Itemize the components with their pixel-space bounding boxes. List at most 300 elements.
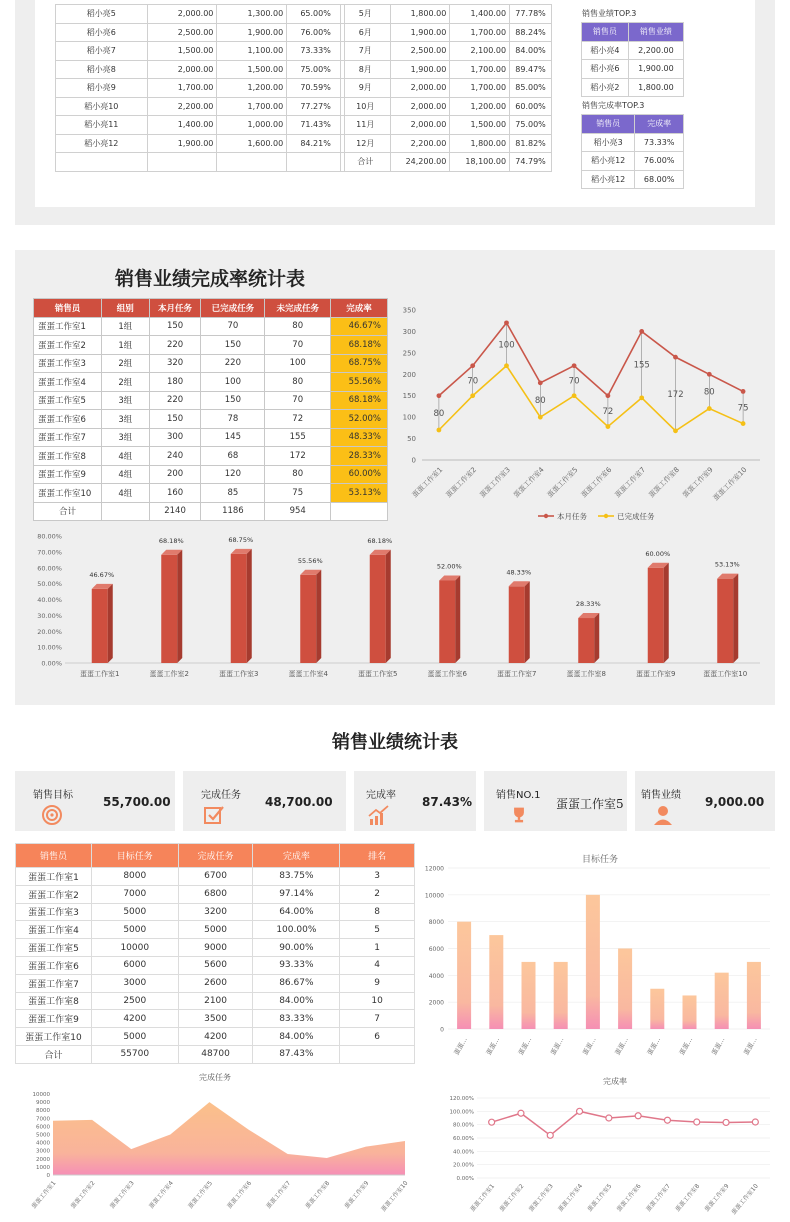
table-cell: 4200 [91,1010,178,1028]
tick-label: 蛋蛋工作室2 [69,1179,97,1211]
table-cell: 稻小亮12 [56,134,148,153]
table-row [582,78,684,97]
table-cell: 46.67% [331,317,388,336]
table-row [16,903,415,921]
table-cell: 4组 [101,465,149,484]
tick-label: 8000 [36,1108,50,1115]
table-cell: 2500 [91,992,178,1010]
header-row [16,844,415,868]
table-cell: 2100 [178,992,253,1010]
top-sales-table [581,22,684,97]
tick-label: 蛋蛋工作室10 [379,1179,410,1214]
table-cell: 84.21% [287,134,345,153]
tick-label: 50.00% [37,580,62,589]
table-cell: 2组 [101,354,149,373]
tick-label: 蛋蛋工作室3 [527,1182,555,1214]
table-cell: 24,200.00 [390,153,450,172]
data-point [707,372,712,377]
table-cell: 7 [340,1010,415,1028]
table-cell: 2,200.00 [147,97,217,116]
table-row [16,885,415,903]
table-cell: 12月 [341,134,391,153]
top-rate-table [581,114,684,189]
table-cell: 100.00% [253,921,340,939]
table-cell: 145 [201,428,265,447]
table-cell: 7000 [91,885,178,903]
data-point [741,389,746,394]
table-cell: 1组 [101,317,149,336]
table-cell: 68.75% [331,354,388,373]
bar [489,935,503,1029]
table-cell: 68.00% [635,170,684,189]
table-cell: 1,800.00 [628,78,683,97]
table-cell: 76.00% [635,152,684,171]
data-point [673,355,678,360]
table-cell: 88.24% [510,23,552,42]
table-cell: 1,800.00 [390,5,450,24]
table-cell: 75.00% [287,60,345,79]
table-cell: 4组 [101,484,149,503]
table-cell: 180 [149,373,201,392]
data-point [572,363,577,368]
checkbox-icon [203,804,225,826]
tick-label: 4000 [428,972,444,980]
table-cell: 1,700.00 [217,97,287,116]
table-cell: 3组 [101,391,149,410]
table-cell: 1,900.00 [628,60,683,79]
table-cell: 172 [265,447,331,466]
table-cell: 稻小亮7 [56,42,148,61]
table-cell: 蛋蛋工作室8 [34,447,102,466]
data-label: 68.18% [158,536,184,545]
data-label: 55.56% [297,556,323,565]
table-cell: 1 [340,939,415,957]
kpi-card-rate [354,771,480,831]
table-row [16,939,415,957]
bar [618,949,632,1030]
table-cell: 1,900.00 [217,23,287,42]
tick-label: 250 [402,349,416,358]
tick-label: 0 [46,1173,50,1179]
tick-label: 蛋蛋... [709,1036,727,1057]
table-cell: 销售员 [582,115,635,134]
table-cell: 稻小亮9 [56,79,148,98]
table-cell: 77.27% [287,97,345,116]
tick-label: 30.00% [37,611,62,620]
data-label: 80 [433,408,445,419]
table-cell: 1,400.00 [147,116,217,135]
completion-rate-chart [445,1072,775,1222]
table-cell: 3500 [178,1010,253,1028]
table-cell: 稻小亮3 [582,133,635,152]
table-cell: 完成率 [331,299,388,318]
table-cell: 蛋蛋工作室10 [16,1028,92,1046]
table-cell: 72 [265,410,331,429]
table-cell: 70 [201,317,265,336]
table-cell: 3 [340,868,415,886]
table-cell: 6000 [91,956,178,974]
tick-label: 蛋蛋工作室6 [579,465,614,500]
table-cell: 71.43% [287,116,345,135]
growth-chart-icon [368,804,390,826]
table-cell: 7月 [341,42,391,61]
table-cell: 1,500.00 [450,116,510,135]
table-cell: 55700 [91,1045,178,1063]
table-row [582,133,684,152]
table-cell: 稻小亮5 [56,5,148,24]
total-row [34,502,388,521]
kpi-value: 9,000.00 [705,795,765,809]
table-cell: 3000 [91,974,178,992]
bar [92,589,108,663]
table-row [56,97,345,116]
table-cell: 1186 [201,502,265,521]
table-cell: 84.00% [253,1028,340,1046]
tick-label: 20.00% [453,1162,474,1169]
table-cell: 稻小亮12 [582,170,635,189]
table-cell: 已完成任务 [201,299,265,318]
table-row [34,336,388,355]
tick-label: 7000 [36,1116,50,1123]
table-cell: 28.33% [331,447,388,466]
bar-side [108,584,113,663]
tick-label: 0 [440,1026,444,1034]
table-cell: 97.14% [253,885,340,903]
completion-bar-chart [15,528,775,688]
table-cell: 蛋蛋工作室2 [16,885,92,903]
tick-label: 蛋蛋工作室9 [343,1179,371,1211]
table-cell: 1,300.00 [217,5,287,24]
table-cell: 稻小亮6 [56,23,148,42]
table-cell: 150 [149,410,201,429]
table-cell: 合计 [341,153,391,172]
tick-label: 蛋蛋工作室1 [80,670,120,678]
tick-label: 150 [402,392,416,401]
data-point [577,1108,583,1114]
bar [161,555,177,663]
tick-label: 4000 [36,1140,50,1147]
table-cell: 3组 [101,410,149,429]
table-cell: 18,100.00 [450,153,510,172]
kpi-value: 48,700.00 [265,795,333,809]
tick-label: 12000 [424,865,444,873]
tick-label: 2000 [428,999,444,1007]
data-point [606,424,611,429]
table-cell: 240 [149,447,201,466]
bar [554,962,568,1029]
kpi-card-top-seller [484,771,631,831]
table-cell: 220 [201,354,265,373]
table-cell: 48700 [178,1045,253,1063]
table-row [341,60,552,79]
tick-label: 5000 [36,1132,50,1139]
tick-label: 蛋蛋工作室5 [545,465,580,500]
tick-label: 350 [402,306,416,315]
table-cell: 稻小亮8 [56,60,148,79]
table-cell: 6 [340,1028,415,1046]
kpi-card-completed [183,771,350,831]
tick-label: 蛋蛋... [452,1036,469,1057]
table-cell: 83.75% [253,868,340,886]
table-row [34,410,388,429]
bar-side [247,549,252,663]
series-line [439,366,743,431]
table-cell: 10000 [91,939,178,957]
data-point [639,395,644,400]
table-row [341,42,552,61]
table-cell: 稻小亮12 [582,152,635,171]
table-cell: 83.33% [253,1010,340,1028]
target-task-chart [420,848,775,1063]
header-row [582,115,684,134]
table-cell: 蛋蛋工作室6 [34,410,102,429]
table-cell: 93.33% [253,956,340,974]
summary-sheet [35,0,755,207]
data-point [538,380,543,385]
bar-side [594,613,599,663]
table-cell: 蛋蛋工作室9 [34,465,102,484]
table-cell: 蛋蛋工作室1 [34,317,102,336]
table-cell: 蛋蛋工作室5 [34,391,102,410]
kpi-card-performance [635,771,775,831]
table-cell: 52.00% [331,410,388,429]
table-cell: 70 [265,336,331,355]
kpi-label: 完成任务 [201,790,241,801]
bar [509,586,525,663]
table-cell: 目标任务 [91,844,178,868]
bar [715,973,729,1029]
bar-side [733,574,738,663]
table-cell: 75.00% [510,116,552,135]
table-cell: 70 [265,391,331,410]
chart-title: 完成任务 [199,1073,231,1082]
tick-label: 蛋蛋工作室9 [636,670,676,678]
table-row [34,317,388,336]
header-row [34,299,388,318]
tick-label: 6000 [36,1124,50,1131]
bar [650,989,664,1029]
table-cell: 73.33% [635,133,684,152]
table-cell: 1,600.00 [217,134,287,153]
table-row [56,116,345,135]
tick-label: 蛋蛋... [484,1036,502,1057]
table-cell: 11月 [341,116,391,135]
table-row [582,152,684,171]
tick-label: 蛋蛋工作室7 [644,1182,672,1214]
table-row [341,153,552,172]
table-cell: 220 [149,336,201,355]
table-cell: 稻小亮2 [582,78,629,97]
data-point [437,428,442,433]
table-cell: 1组 [101,336,149,355]
tick-label: 蛋蛋工作室7 [613,465,648,500]
table-cell: 3组 [101,428,149,447]
tick-label: 300 [402,327,416,336]
table-cell: 73.33% [287,42,345,61]
table-cell: 80 [265,373,331,392]
table-cell: 150 [149,317,201,336]
table-cell: 稻小亮6 [582,60,629,79]
table-cell: 2,200.00 [390,134,450,153]
table-cell: 8000 [91,868,178,886]
table-cell: 1,800.00 [450,134,510,153]
data-point [723,1119,729,1125]
bar [231,554,247,663]
tick-label: 蛋蛋工作室10 [703,670,748,678]
table-row [582,60,684,79]
bar-side [664,563,669,663]
table-row [34,484,388,503]
table-row [582,41,684,60]
table-cell [217,153,287,172]
table-cell: 蛋蛋工作室3 [34,354,102,373]
table-row [16,1010,415,1028]
completed-task-chart [15,1068,415,1220]
table-cell: 2140 [149,502,201,521]
table-cell: 蛋蛋工作室8 [16,992,92,1010]
table-cell: 销售员 [582,23,629,42]
tick-label: 蛋蛋工作室3 [108,1179,136,1211]
table-cell: 6月 [341,23,391,42]
tick-label: 40.00% [37,596,62,604]
sales-table [15,843,415,1064]
data-label: 172 [667,390,684,400]
bar [457,922,471,1029]
top-rate-caption: 销售完成率TOP.3 [582,101,645,110]
tick-label: 70.00% [37,548,62,557]
tick-label: 50 [407,435,416,444]
legend-label: 本月任务 [557,512,587,521]
data-point [504,320,509,325]
tick-label: 0.00% [456,1176,474,1182]
tick-label: 蛋蛋工作室7 [265,1179,293,1211]
table-row [16,992,415,1010]
tick-label: 蛋蛋工作室5 [358,670,398,678]
table-cell: 蛋蛋工作室2 [34,336,102,355]
data-label: 70 [467,376,479,387]
table-row [16,868,415,886]
table-row [56,153,345,172]
table-cell: 2,100.00 [450,42,510,61]
table-row [341,134,552,153]
legend-label: 已完成任务 [617,512,655,521]
table-cell: 2,000.00 [147,5,217,24]
table-row [34,428,388,447]
table-cell: 86.67% [253,974,340,992]
data-point [504,363,509,368]
bar-side [525,581,530,663]
bar [300,575,316,663]
table-cell: 1,900.00 [390,60,450,79]
tick-label: 蛋蛋工作室6 [225,1179,254,1211]
table-cell: 78 [201,410,265,429]
table-cell: 蛋蛋工作室6 [16,956,92,974]
table-cell: 完成任务 [178,844,253,868]
table-cell: 76.00% [287,23,345,42]
data-point [694,1119,700,1125]
table-cell: 完成率 [253,844,340,868]
table-cell: 蛋蛋工作室5 [16,939,92,957]
tick-label: 80.00% [453,1122,474,1129]
data-point [547,1132,553,1138]
table-cell: 2,000.00 [390,79,450,98]
table-row [16,974,415,992]
tick-label: 200 [402,370,416,379]
table-cell: 5600 [178,956,253,974]
tick-label: 蛋蛋工作室3 [219,670,259,678]
tick-label: 蛋蛋... [645,1036,663,1057]
bar-side [316,570,321,663]
section-title: 销售业绩完成率统计表 [114,268,305,290]
table-cell: 10 [340,992,415,1010]
table-cell: 2组 [101,373,149,392]
tick-label: 蛋蛋工作室1 [469,1182,497,1214]
bar [683,995,697,1029]
kpi-label: 销售目标 [33,790,73,801]
table-cell: 100 [265,354,331,373]
table-cell: 9 [340,974,415,992]
salesperson-table [55,4,345,172]
tick-label: 蛋蛋... [548,1036,566,1057]
bar [522,962,536,1029]
table-cell [287,153,345,172]
table-cell: 80 [265,465,331,484]
table-cell: 蛋蛋工作室4 [34,373,102,392]
table-cell: 组别 [101,299,149,318]
bar [439,580,455,663]
data-point [489,1119,495,1125]
data-point [518,1110,524,1116]
tick-label: 10.00% [37,643,62,652]
table-cell: 1,700.00 [450,23,510,42]
table-cell: 120 [201,465,265,484]
table-cell: 55.56% [331,373,388,392]
tick-label: 蛋蛋工作室10 [711,465,749,503]
data-label: 53.13% [714,560,740,569]
tick-label: 6000 [428,946,444,953]
table-cell: 合计 [34,502,102,521]
table-cell: 200 [149,465,201,484]
data-label: 75 [737,403,749,414]
data-label: 70 [568,376,580,387]
tick-label: 40.00% [453,1149,474,1156]
table-cell: 155 [265,428,331,447]
table-cell: 稻小亮10 [56,97,148,116]
table-cell: 2,200.00 [628,41,683,60]
tick-label: 蛋蛋工作室5 [586,1182,614,1214]
tick-label: 蛋蛋工作室2 [149,670,189,678]
tick-label: 9000 [36,1100,50,1107]
data-label: 52.00% [436,562,462,571]
tick-label: 蛋蛋工作室6 [427,670,467,678]
table-cell: 2600 [178,974,253,992]
chart-title: 目标任务 [581,855,619,865]
kpi-label: 销售业绩 [641,790,681,801]
data-label: 68.18% [367,536,393,545]
task-line-chart [390,300,775,530]
header-row [582,23,684,42]
data-label: 28.33% [575,600,601,609]
table-cell: 1,000.00 [217,116,287,135]
data-point [707,406,712,411]
tick-label: 蛋蛋工作室9 [703,1182,731,1214]
table-cell: 4200 [178,1028,253,1046]
table-cell: 8 [340,903,415,921]
table-row [341,116,552,135]
table-cell: 48.33% [331,428,388,447]
data-label: 155 [633,360,650,371]
tick-label: 蛋蛋... [677,1036,695,1057]
